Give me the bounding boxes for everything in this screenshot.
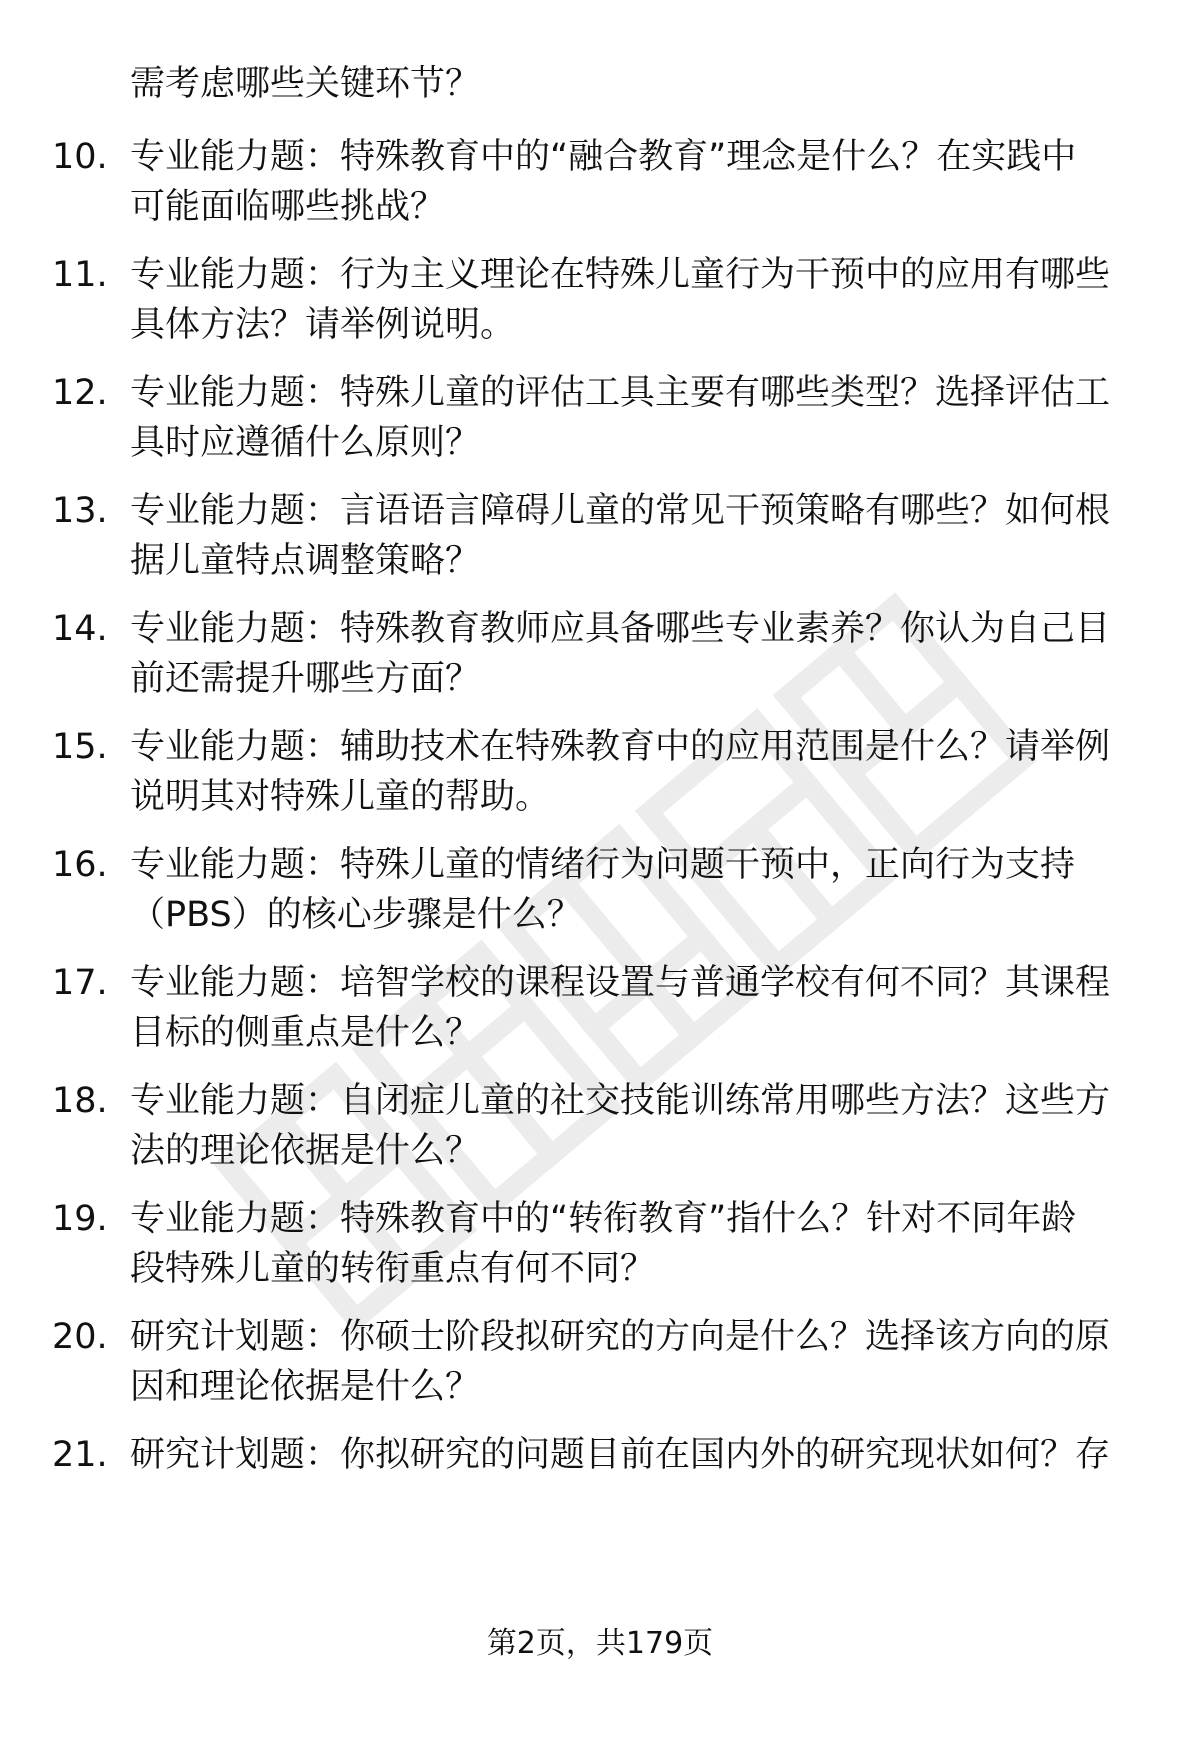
question-number: 20. [52, 1317, 108, 1357]
question-number: 21. [52, 1435, 108, 1475]
question-text-line: 段特殊儿童的转衔重点有何不同？ [130, 1249, 656, 1289]
question-text-line: 专业能力题：培智学校的课程设置与普通学校有何不同？其课程 [130, 963, 1111, 1003]
question-text-line: 法的理论依据是什么？ [130, 1131, 481, 1171]
question-text-line: 可能面临哪些挑战？ [130, 187, 446, 227]
question-text-line: 研究计划题：你拟研究的问题目前在国内外的研究现状如何？存 [130, 1435, 1111, 1475]
page-footer: 第2页，共179页 [486, 1626, 714, 1661]
question-number: 19. [52, 1199, 108, 1239]
question-number: 10. [52, 137, 108, 177]
question-text-line: 具体方法？请举例说明。 [130, 305, 516, 345]
question-number: 16. [52, 845, 108, 885]
question-number: 17. [52, 963, 108, 1003]
question-text-line: 专业能力题：特殊教育中的“融合教育”理念是什么？在实践中 [130, 137, 1077, 177]
question-text-line: 专业能力题：言语语言障碍儿童的常见干预策略有哪些？如何根 [130, 491, 1111, 531]
question-text-line: 专业能力题：辅助技术在特殊教育中的应用范围是什么？请举例 [130, 727, 1111, 767]
question-number: 18. [52, 1081, 108, 1121]
question-text-line: 专业能力题：特殊儿童的评估工具主要有哪些类型？选择评估工 [130, 373, 1111, 413]
question-text-line: （PBS）的核心步骤是什么？ [130, 895, 582, 935]
continuation-text: 需考虑哪些关键环节？ [130, 64, 481, 104]
question-text-line: 专业能力题：自闭症儿童的社交技能训练常用哪些方法？这些方 [130, 1081, 1111, 1121]
question-number: 14. [52, 609, 108, 649]
question-text-line: 专业能力题：特殊儿童的情绪行为问题干预中，正向行为支持 [130, 845, 1076, 885]
question-number: 12. [52, 373, 108, 413]
question-text-line: 据儿童特点调整策略？ [130, 541, 481, 581]
question-number: 13. [52, 491, 108, 531]
question-text-line: 专业能力题：特殊教育中的“转衔教育”指什么？针对不同年龄 [130, 1199, 1077, 1239]
question-text-line: 专业能力题：行为主义理论在特殊儿童行为干预中的应用有哪些 [130, 255, 1111, 295]
question-number: 15. [52, 727, 108, 767]
question-text-line: 因和理论依据是什么？ [130, 1367, 481, 1407]
question-text-line: 专业能力题：特殊教育教师应具备哪些专业素养？你认为自己目 [130, 609, 1111, 649]
question-text-line: 前还需提升哪些方面？ [130, 659, 481, 699]
question-text-line: 研究计划题：你硕士阶段拟研究的方向是什么？选择该方向的原 [130, 1317, 1111, 1357]
question-text-line: 具时应遵循什么原则？ [130, 423, 481, 463]
question-text-line: 目标的侧重点是什么？ [130, 1013, 481, 1053]
question-text-line: 说明其对特殊儿童的帮助。 [130, 777, 551, 817]
question-number: 11. [52, 255, 108, 295]
